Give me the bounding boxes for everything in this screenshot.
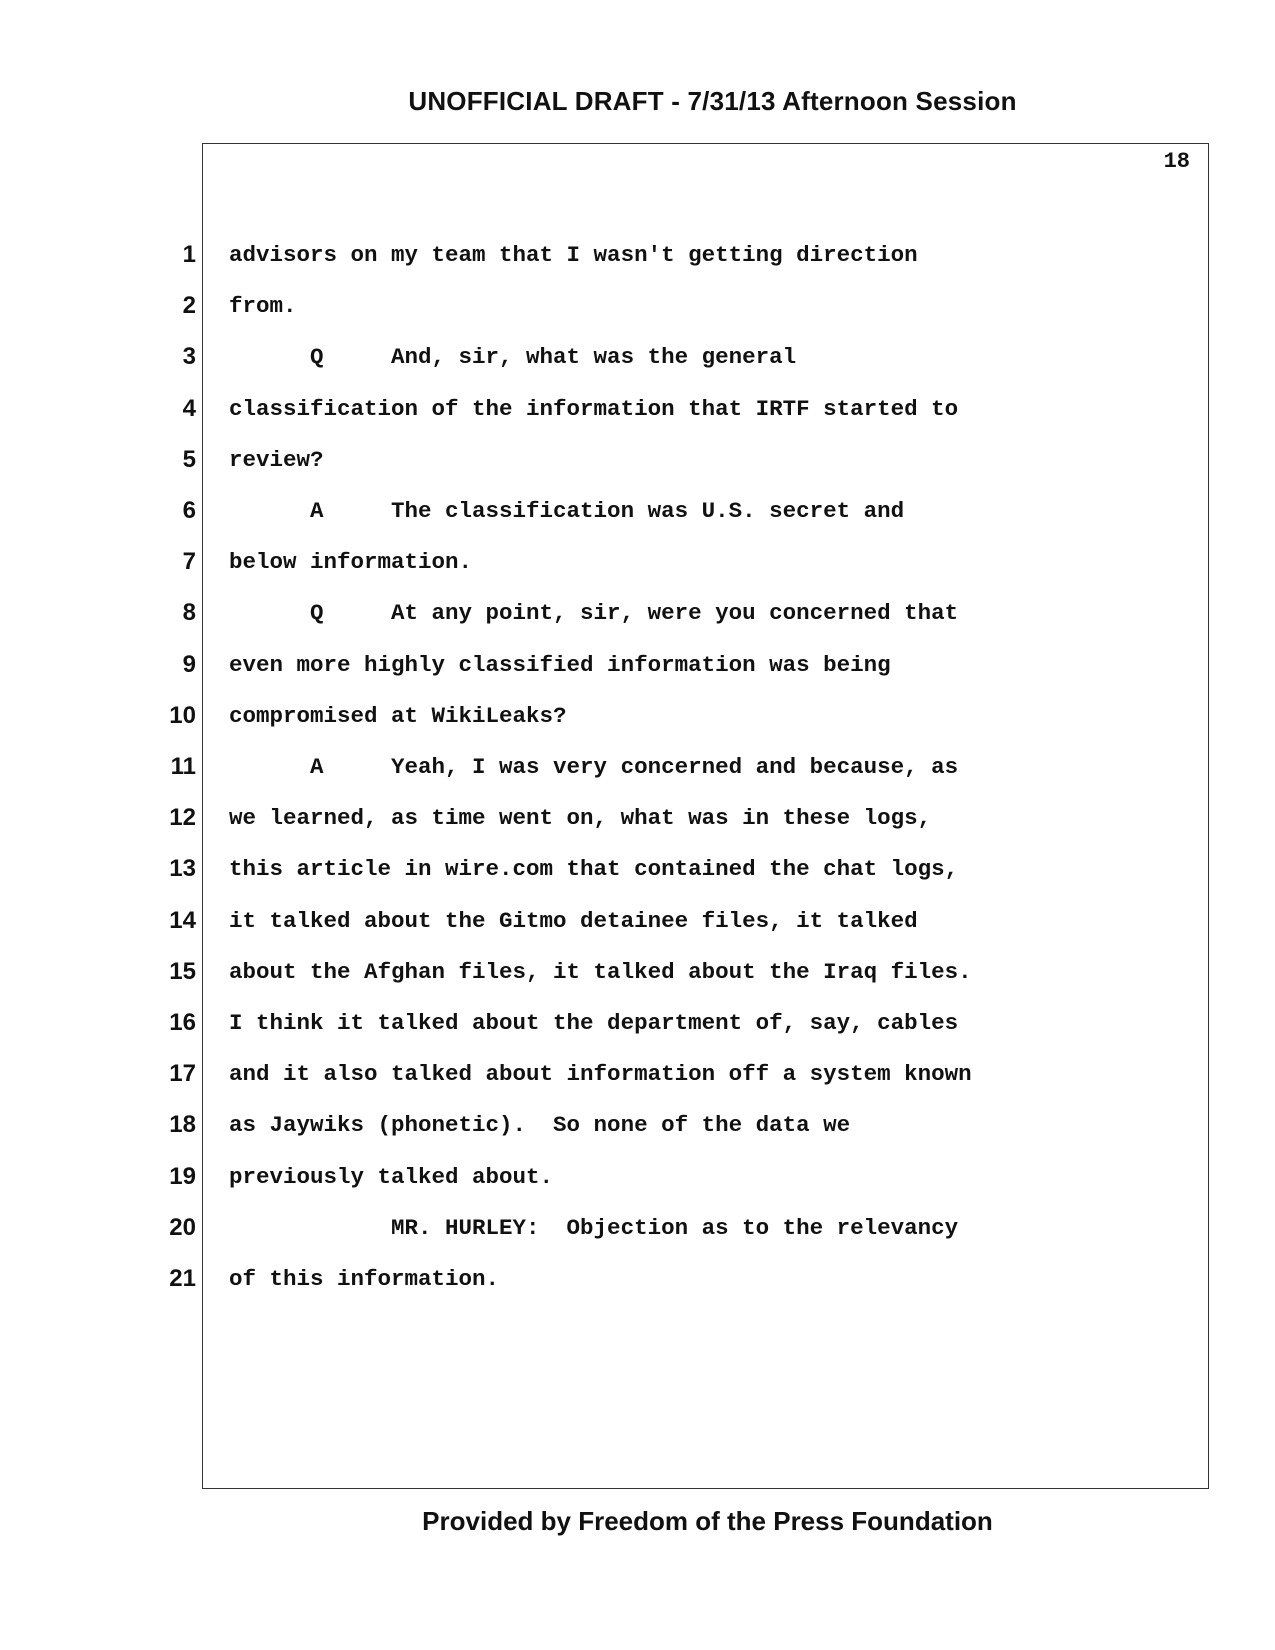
transcript-line: [0, 1105, 1275, 1145]
line-number: 15: [169, 957, 196, 985]
transcript-line: [0, 798, 1275, 838]
page-number: 18: [1163, 149, 1190, 174]
line-text: even more highly classified information was being: [229, 651, 891, 678]
transcript-line: [0, 440, 1275, 480]
line-number: 12: [169, 804, 196, 832]
line-number: 8: [182, 599, 196, 627]
transcript-line: [0, 645, 1275, 685]
line-text: A Yeah, I was very concerned and because, as: [229, 754, 959, 780]
transcript-line: [0, 286, 1275, 326]
footer-attribution: Provided by Freedom of the Press Foundation: [422, 1506, 993, 1536]
line-text: Q And, sir, what was the general: [229, 344, 797, 371]
transcript-line: [0, 337, 1275, 377]
transcript-line: [0, 491, 1275, 531]
line-number: 17: [169, 1060, 196, 1088]
line-text: review?: [229, 446, 324, 473]
line-text: classification of the information that IRTF started to: [229, 395, 959, 422]
line-text: A The classification was U.S. secret and: [229, 498, 905, 524]
line-text: advisors on my team that I wasn't getting direction: [229, 242, 918, 268]
line-number: 3: [182, 343, 196, 371]
transcript-line: [0, 1054, 1275, 1094]
line-number: 2: [182, 292, 196, 320]
transcript-line: [0, 901, 1275, 941]
line-number: 6: [182, 497, 196, 524]
transcript-line: [0, 747, 1275, 787]
transcript-line: [0, 593, 1275, 633]
line-text: and it also talked about information off a system known: [229, 1061, 972, 1088]
line-text: below information.: [229, 549, 473, 576]
line-text: previously talked about.: [229, 1163, 554, 1190]
document-header-title: UNOFFICIAL DRAFT - 7/31/13 Afternoon Session: [408, 86, 1017, 116]
line-text: about the Afghan files, it talked about the Iraq files.: [229, 958, 972, 985]
line-text: I think it talked about the department of, say, cables: [229, 1010, 959, 1036]
line-number: 11: [170, 753, 196, 780]
line-number: 18: [169, 1111, 196, 1139]
transcript-line: [0, 235, 1275, 275]
line-text: from.: [229, 293, 297, 320]
line-number: 13: [169, 855, 196, 883]
line-text: Q At any point, sir, were you concerned that: [229, 600, 959, 627]
line-text: as Jaywiks (phonetic). So none of the data we: [229, 1112, 851, 1139]
line-text: it talked about the Gitmo detainee files, it talked: [229, 907, 918, 934]
line-number: 21: [169, 1265, 196, 1292]
line-number: 14: [169, 906, 196, 934]
transcript-line: [0, 952, 1275, 992]
line-number: 16: [169, 1009, 196, 1036]
line-text: MR. HURLEY: Objection as to the relevancy: [229, 1214, 959, 1241]
line-text: this article in wire.com that contained the chat logs,: [229, 856, 959, 883]
line-number: 10: [169, 701, 196, 729]
line-number: 1: [182, 241, 196, 268]
line-number: 19: [169, 1162, 196, 1190]
line-text: we learned, as time went on, what was in these logs,: [229, 805, 932, 832]
transcript-line: [0, 1259, 1275, 1299]
transcript-line: [0, 1003, 1275, 1043]
transcript-line: [0, 389, 1275, 429]
transcript-line: [0, 542, 1275, 582]
line-number: 20: [169, 1213, 196, 1241]
line-text: compromised at WikiLeaks?: [229, 702, 567, 729]
transcript-line: [0, 696, 1275, 736]
line-number: 5: [182, 445, 196, 473]
line-number: 9: [182, 650, 196, 678]
line-number: 4: [182, 394, 196, 422]
transcript-line: [0, 1208, 1275, 1248]
transcript-line: [0, 1157, 1275, 1197]
transcript-line: [0, 849, 1275, 889]
line-number: 7: [182, 548, 196, 576]
line-text: of this information.: [229, 1266, 500, 1292]
